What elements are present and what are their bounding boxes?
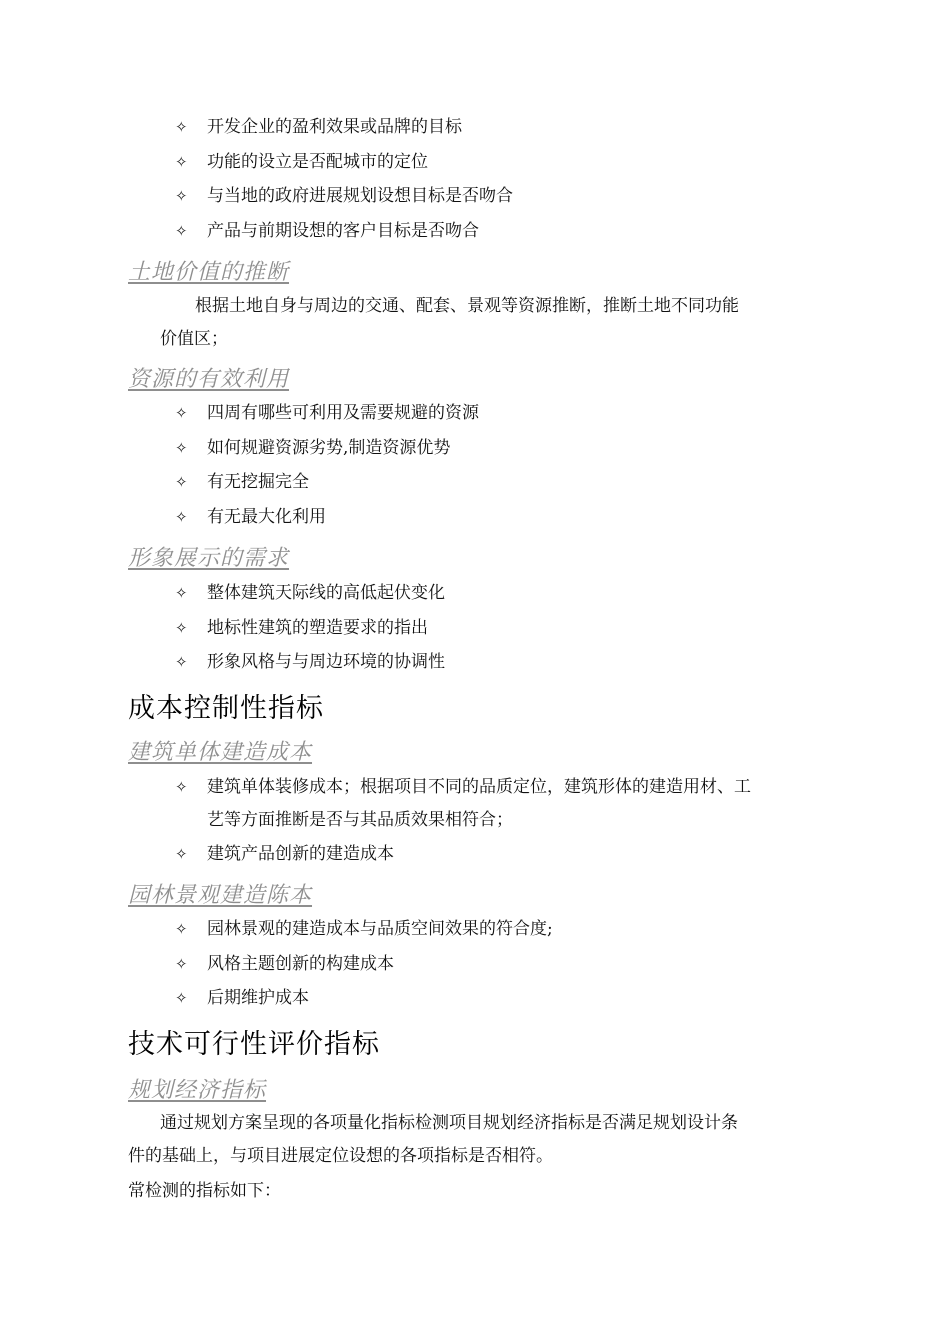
diamond-star-icon: ✧	[175, 954, 188, 973]
garden-cost-list	[175, 912, 825, 1016]
diamond-star-icon: ✧	[175, 187, 188, 205]
diamond-star-icon: ✧	[175, 920, 188, 938]
diamond-star-icon: ✧	[175, 221, 188, 240]
diamond-star-icon: ✧	[175, 989, 188, 1007]
list-item: ✧ 建筑单体装修成本；根据项目不同的品质定位，建筑形体的建造用材、工 艺等方面推断是否与其品质效果相符合；	[175, 771, 825, 837]
tech-feasibility-heading: 技术可行性评价指标	[128, 1029, 380, 1060]
list-item: ✧ 园林景观的建造成本与品质空间效果的符合度;	[175, 912, 825, 947]
resource-list	[175, 396, 825, 534]
list-item: ✧ 如何规避资源劣势,制造资源优势	[175, 431, 825, 466]
diamond-star-icon: ✧	[175, 404, 188, 422]
list-item: ✧ 有无挖掘完全	[175, 465, 825, 500]
diamond-star-icon: ✧	[175, 584, 188, 602]
land-value-heading: 土地价值的推断	[128, 259, 290, 284]
list-item: ✧ 四周有哪些可利用及需要规避的资源	[175, 396, 825, 431]
resource-heading: 资源的有效利用	[128, 366, 290, 391]
list-item: ✧ 整体建筑天际线的高低起伏变化	[175, 576, 825, 611]
diamond-star-icon: ✧	[175, 473, 188, 491]
building-cost-heading: 建筑单体建造成本	[128, 739, 313, 764]
diamond-star-icon: ✧	[175, 507, 188, 526]
planning-paragraph-line1: 通过规划方案呈现的各项量化指标检测项目规划经济指标是否满足规划设计条	[160, 1113, 738, 1133]
list-item: ✧ 与当地的政府进展规划设想目标是否吻合	[175, 179, 825, 214]
list-item: ✧ 地标性建筑的塑造要求的指出	[175, 611, 825, 646]
diamond-star-icon: ✧	[175, 653, 188, 671]
diamond-star-icon: ✧	[175, 438, 188, 457]
diamond-star-icon: ✧	[175, 618, 188, 637]
image-display-heading: 形象展示的需求	[128, 545, 290, 570]
list-item: ✧ 产品与前期设想的客户目标是否吻合	[175, 214, 825, 249]
image-display-list	[175, 576, 825, 680]
land-value-paragraph-line2: 价值区；	[160, 329, 228, 349]
diamond-star-icon: ✧	[175, 152, 188, 171]
garden-cost-heading: 园林景观建造陈本	[128, 882, 313, 907]
diamond-star-icon: ✧	[175, 845, 188, 863]
planning-paragraph-line2: 件的基础上，与项目进展定位设想的各项指标是否相符。	[128, 1146, 553, 1166]
list-item: ✧ 功能的设立是否配城市的定位	[175, 145, 825, 180]
planning-economics-heading: 规划经济指标	[128, 1077, 267, 1102]
goal-list	[175, 110, 825, 248]
list-item: ✧ 后期维护成本	[175, 981, 825, 1016]
list-item: ✧ 形象风格与与周边环境的协调性	[175, 645, 825, 680]
diamond-star-icon: ✧	[175, 118, 188, 136]
planning-paragraph-line3: 常检测的指标如下：	[128, 1181, 281, 1201]
land-value-paragraph-line1: 根据土地自身与周边的交通、配套、景观等资源推断，推断土地不同功能	[195, 296, 739, 316]
list-item: ✧ 风格主题创新的构建成本	[175, 947, 825, 982]
diamond-star-icon: ✧	[175, 778, 188, 796]
list-item: ✧ 建筑产品创新的建造成本	[175, 837, 825, 872]
list-item: ✧ 开发企业的盈利效果或品牌的目标	[175, 110, 825, 145]
building-cost-list	[175, 771, 825, 872]
cost-control-heading: 成本控制性指标	[128, 693, 324, 724]
list-item: ✧ 有无最大化利用	[175, 500, 825, 535]
